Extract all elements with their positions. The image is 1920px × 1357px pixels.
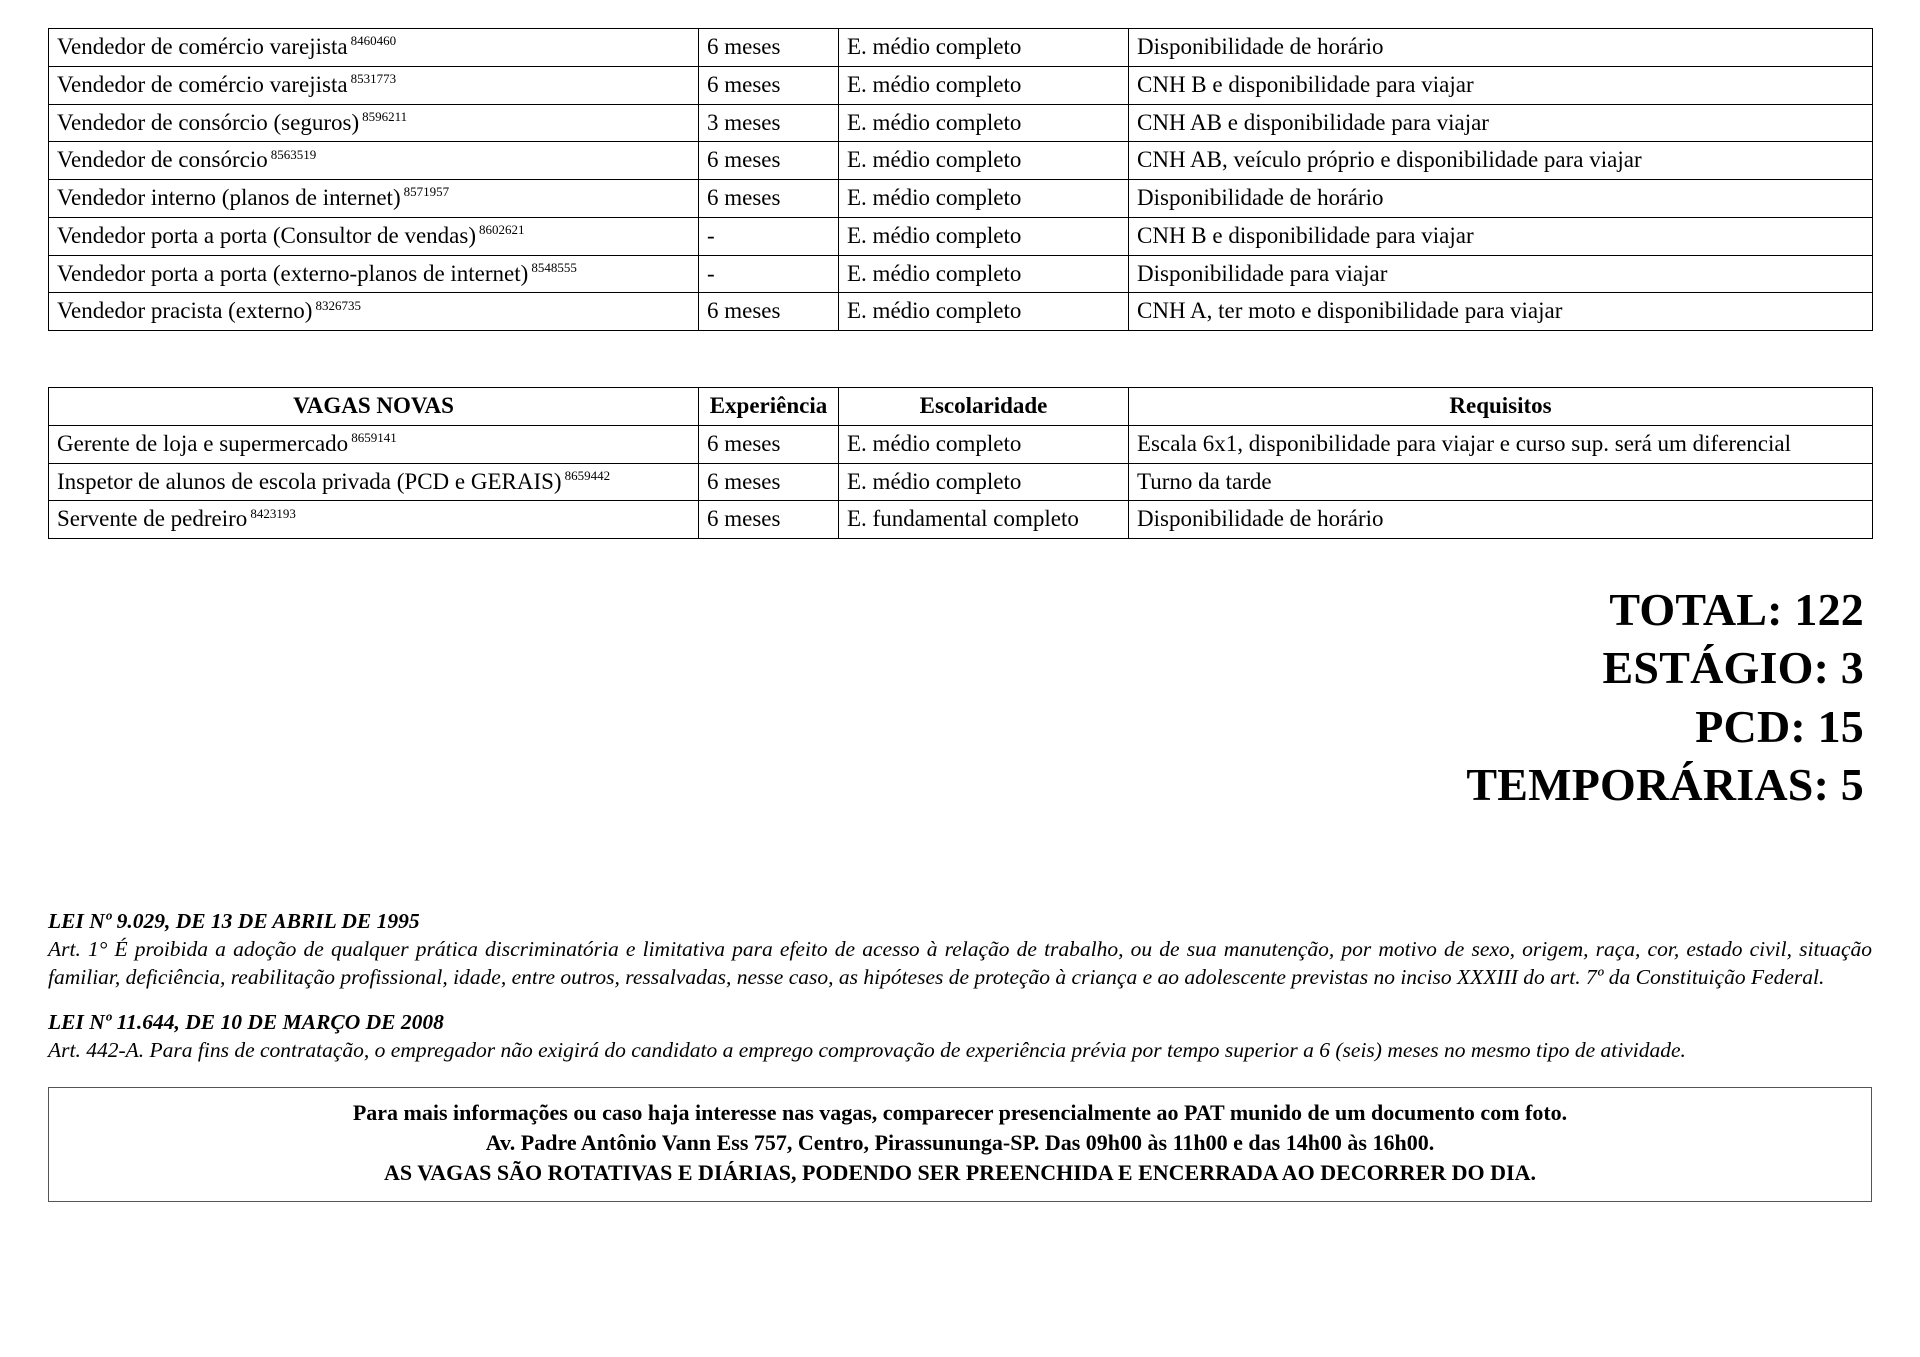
cargo-code: 8659442 (564, 467, 611, 483)
cell-escolaridade: E. fundamental completo (839, 501, 1129, 539)
cargo-code: 8596211 (362, 108, 408, 124)
footer-line-instructions: Para mais informações ou caso haja interesse nas vagas, comparecer presencialmente ao PAT munido de um documento com foto. (352, 1099, 1568, 1125)
new-vacancies-header (49, 388, 1873, 426)
cell-requisitos: Escala 6x1, disponibilidade para viajar e curso sup. será um diferencial (1129, 425, 1873, 463)
cargo-label: Vendedor de consórcio (57, 147, 268, 173)
cell-cargo (49, 180, 699, 218)
cell-escolaridade: E. médio completo (839, 463, 1129, 501)
table-row (49, 104, 1873, 142)
total-pcd: PCD: 15 (1695, 700, 1864, 752)
continued-vacancies-body (49, 29, 1873, 331)
cargo-code: 8563519 (270, 146, 317, 162)
cell-experiencia: 3 meses (699, 104, 839, 142)
cell-experiencia: 6 meses (699, 293, 839, 331)
cargo-code: 8531773 (350, 71, 397, 87)
table-row (49, 463, 1873, 501)
table-row (49, 66, 1873, 104)
cell-requisitos: Disponibilidade de horário (1129, 180, 1873, 218)
cell-requisitos: Disponibilidade para viajar (1129, 255, 1873, 293)
cell-escolaridade: E. médio completo (839, 425, 1129, 463)
cell-requisitos: Disponibilidade de horário (1129, 501, 1873, 539)
cell-escolaridade: E. médio completo (839, 180, 1129, 218)
cell-requisitos: CNH B e disponibilidade para viajar (1129, 217, 1873, 255)
cargo-code: 8659141 (351, 430, 397, 446)
cell-experiencia: 6 meses (699, 180, 839, 218)
law-item (48, 907, 1872, 992)
cell-requisitos: CNH B e disponibilidade para viajar (1129, 66, 1873, 104)
cell-experiencia: - (699, 255, 839, 293)
footer-line-notice: AS VAGAS SÃO ROTATIVAS E DIÁRIAS, PODENDO SER PREENCHIDA E ENCERRADA AO DECORRER DO DIA. (384, 1160, 1536, 1186)
cell-experiencia: 6 meses (699, 425, 839, 463)
cell-experiencia: 6 meses (699, 29, 839, 67)
cell-experiencia: 6 meses (699, 463, 839, 501)
cell-escolaridade: E. médio completo (839, 255, 1129, 293)
cargo-code: 8602621 (479, 222, 525, 238)
cell-cargo (49, 104, 699, 142)
cell-escolaridade: E. médio completo (839, 217, 1129, 255)
header-vagas-novas: VAGAS NOVAS (49, 388, 699, 426)
cargo-code: 8423193 (250, 505, 296, 521)
table-row (49, 29, 1873, 67)
cargo-label: Vendedor porta a porta (externo-planos de internet) (57, 260, 529, 286)
cargo-label: Vendedor de comércio varejista (57, 71, 348, 97)
cell-cargo (49, 425, 699, 463)
cell-escolaridade: E. médio completo (839, 29, 1129, 67)
cell-experiencia: 6 meses (699, 66, 839, 104)
cargo-label: Vendedor de consórcio (seguros) (57, 109, 360, 135)
table-row (49, 142, 1873, 180)
continued-vacancies-table (48, 28, 1873, 331)
cargo-label: Gerente de loja e supermercado (57, 430, 349, 456)
cell-cargo (49, 293, 699, 331)
law-title: LEI Nº 11.644, DE 10 DE MARÇO DE 2008 (48, 1009, 444, 1034)
cell-cargo (49, 66, 699, 104)
cargo-code: 8548555 (531, 259, 577, 275)
cell-cargo (49, 501, 699, 539)
cargo-code: 8460460 (350, 33, 397, 49)
cell-cargo (49, 463, 699, 501)
laws-section (48, 907, 1872, 1065)
cell-experiencia: 6 meses (699, 142, 839, 180)
cargo-label: Vendedor pracista (externo) (57, 298, 313, 324)
cell-requisitos: Turno da tarde (1129, 463, 1873, 501)
cell-escolaridade: E. médio completo (839, 142, 1129, 180)
new-vacancies-table (48, 387, 1873, 539)
law-item (48, 1008, 1872, 1065)
cargo-code: 8326735 (315, 297, 361, 313)
total-vacancies: TOTAL: 122 (1609, 584, 1864, 635)
cargo-label: Servente de pedreiro (57, 506, 248, 532)
cell-cargo (49, 255, 699, 293)
table-row (49, 255, 1873, 293)
footer-line-address: Av. Padre Antônio Vann Ess 757, Centro, Pirassununga-SP. Das 09h00 às 11h00 e das 14h00 às 16h00. (485, 1129, 1435, 1155)
header-escolaridade: Escolaridade (839, 388, 1129, 426)
cell-cargo (49, 29, 699, 67)
cell-escolaridade: E. médio completo (839, 104, 1129, 142)
cell-escolaridade: E. médio completo (839, 66, 1129, 104)
header-requisitos: Requisitos (1129, 388, 1873, 426)
cell-requisitos: Disponibilidade de horário (1129, 29, 1873, 67)
table-row (49, 501, 1873, 539)
new-vacancies-section (48, 331, 1872, 539)
law-title: LEI Nº 9.029, DE 13 DE ABRIL DE 1995 (48, 908, 420, 933)
table-row (49, 180, 1873, 218)
cell-requisitos: CNH AB, veículo próprio e disponibilidade para viajar (1129, 142, 1873, 180)
cell-cargo (49, 217, 699, 255)
cargo-label: Inspetor de alunos de escola privada (PCD e GERAIS) (57, 468, 562, 494)
cell-experiencia: - (699, 217, 839, 255)
cargo-code: 8571957 (403, 184, 450, 200)
law-body: Art. 442-A. Para fins de contratação, o empregador não exigirá do candidato a emprego comprovação de experiência prévia por tempo superior a 6 (seis) meses no mesmo tipo de atividade. (48, 1038, 1686, 1063)
total-temporarias: TEMPORÁRIAS: 5 (1466, 759, 1864, 811)
cargo-label: Vendedor interno (planos de internet) (57, 185, 401, 210)
cell-cargo (49, 142, 699, 180)
header-experiencia: Experiência (699, 388, 839, 426)
total-estagio: ESTÁGIO: 3 (1602, 642, 1864, 694)
cargo-label: Vendedor de comércio varejista (57, 34, 348, 59)
table-row (49, 293, 1873, 331)
new-vacancies-body (49, 425, 1873, 538)
cargo-label: Vendedor porta a porta (Consultor de vendas) (57, 222, 476, 248)
table-row (49, 425, 1873, 463)
table-row (49, 217, 1873, 255)
cell-experiencia: 6 meses (699, 501, 839, 539)
footer-info-box (48, 1087, 1872, 1202)
cell-escolaridade: E. médio completo (839, 293, 1129, 331)
law-body: Art. 1° É proibida a adoção de qualquer prática discriminatória e limitativa para efeito de acesso à relação de trabalho, ou de sua manutenção, por motivo de sexo, origem, raça, cor, estado civil, situação familiar, deficiência, reabilitação profissional, idade, entre outros, ressalvadas, nesse caso, as hipóteses de proteção à criança e ao adolescente previstas no inciso XXXIII do art. 7º da Constituição Federal. (48, 937, 1872, 990)
table-header-row (49, 388, 1873, 426)
cell-requisitos: CNH A, ter moto e disponibilidade para viajar (1129, 293, 1873, 331)
cell-requisitos: CNH AB e disponibilidade para viajar (1129, 104, 1873, 142)
continued-vacancies-section (48, 0, 1872, 331)
totals-block (48, 581, 1872, 815)
